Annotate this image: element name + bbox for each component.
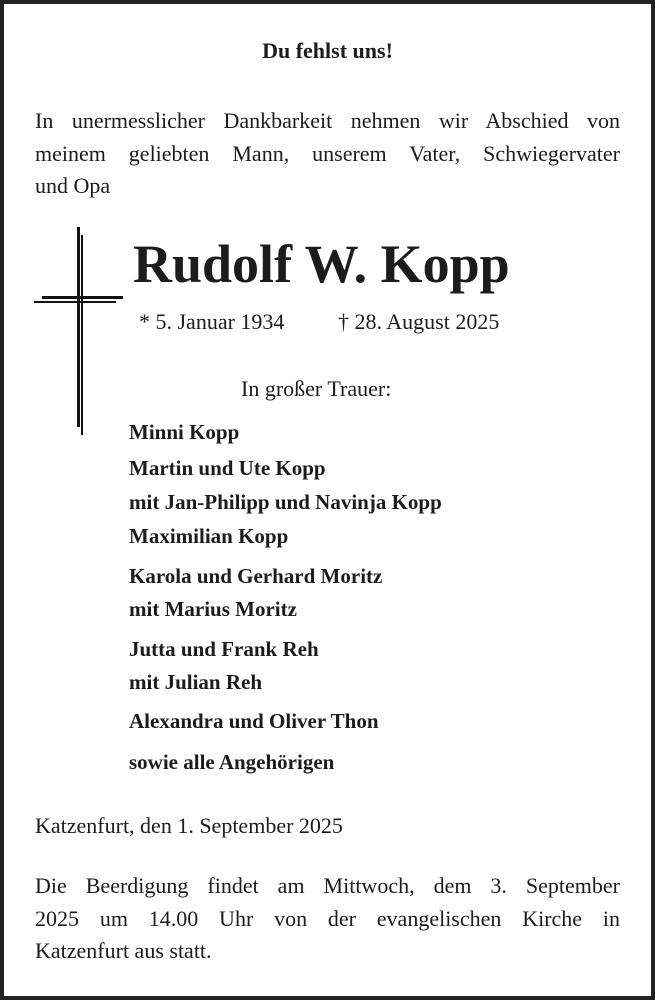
funeral-line: Katzenfurt aus statt. [35,938,212,963]
mourner: Karola und Gerhard Moritz [129,564,383,588]
funeral-line: 2025 um 14.00 Uhr von der evangelischen Kirche in [35,905,620,931]
mourner: Minni Kopp [129,420,240,444]
funeral-paragraph [35,870,620,968]
heading: Du fehlst uns! [262,38,393,63]
intro-line: In unermesslicher Dankbarkeit nehmen wir Abschied von [35,108,620,133]
mourner: sowie alle Angehörigen [129,750,335,774]
intro-line: und Opa [35,173,111,198]
mourning-label: In großer Trauer: [241,376,392,401]
intro-paragraph [35,105,620,203]
mourner: Jutta und Frank Reh [129,637,319,661]
mourner: Alexandra und Oliver Thon [129,709,379,733]
intro-line: meinem geliebten Mann, unserem Vater, Schwiegervater [35,140,620,166]
deceased-name: Rudolf W. Kopp [133,234,510,294]
mourner: Maximilian Kopp [129,524,289,548]
mourner: mit Julian Reh [129,670,263,694]
mourner: mit Jan-Philipp und Navinja Kopp [129,490,442,514]
mourner: mit Marius Moritz [129,597,297,621]
birth-date: * 5. Januar 1934 [139,309,285,334]
place-date: Katzenfurt, den 1. September 2025 [35,813,343,838]
mourner: Martin und Ute Kopp [129,456,326,480]
funeral-line: Die Beerdigung findet am Mittwoch, dem 3. September [35,873,620,898]
death-date: † 28. August 2025 [338,309,500,334]
